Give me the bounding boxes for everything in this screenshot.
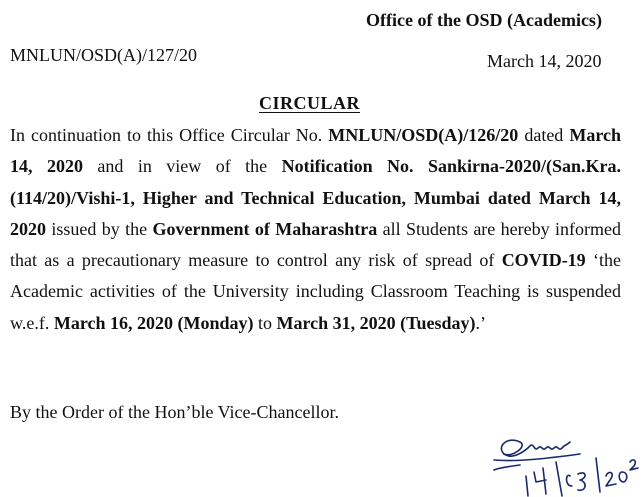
body-text: ‘the Academic activities of the University including Classroom Teaching is suspended w.e.f. <box>10 250 621 333</box>
body-text: issued by the <box>46 218 153 239</box>
body-text: .’ <box>475 312 487 333</box>
circular-body <box>10 120 621 339</box>
signature-icon <box>490 432 640 497</box>
issuing-authority: Government of Maharashtra <box>152 218 378 239</box>
body-text: dated <box>518 125 570 145</box>
circular-date: March 14, 2020 <box>10 125 621 177</box>
body-text: to <box>253 312 277 333</box>
body-text: and in view of the <box>82 156 282 177</box>
covid-term: COVID-19 <box>501 250 586 271</box>
reference-number: MNLUN/OSD(A)/127/20 <box>10 45 197 65</box>
notification-details: Notification No. Sankirna-2020/(San.Kra.(114/20)/Vishi-1, Higher and Technical Education, Mumbai dated March 14, 2020 <box>10 156 622 239</box>
closing-line: By the Order of the Hon’ble Vice-Chancellor. <box>10 402 339 422</box>
document-title: CIRCULAR <box>259 93 361 113</box>
office-heading: Office of the OSD (Academics) <box>366 10 602 30</box>
body-text: In continuation to this Office Circular No. <box>10 125 329 145</box>
body-text: all Students are hereby informed that as a precautionary measure to control any risk of spread of <box>10 218 621 271</box>
circular-ref-number: MNLUN/OSD(A)/126/20 <box>328 125 519 145</box>
suspension-end-date: March 31, 2020 (Tuesday) <box>276 312 476 333</box>
document-date: March 14, 2020 <box>487 51 602 71</box>
suspension-start-date: March 16, 2020 (Monday) <box>53 312 254 333</box>
